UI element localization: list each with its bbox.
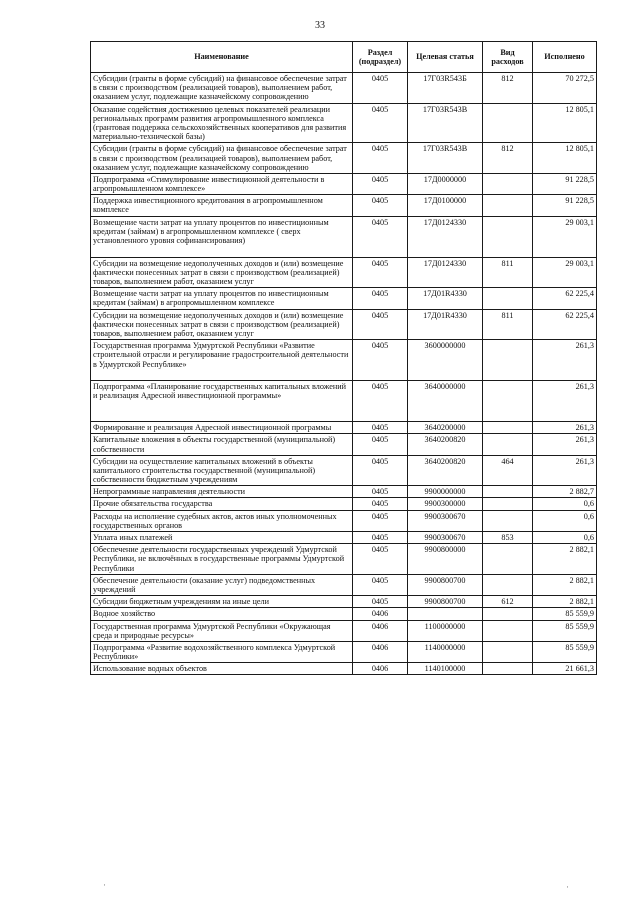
row-vid: [483, 103, 533, 143]
table-row: [91, 309, 597, 340]
row-section: 0405: [353, 340, 408, 381]
row-vid: 464: [483, 455, 533, 486]
row-value: 21 661,3: [533, 663, 597, 675]
row-vid: [483, 574, 533, 595]
row-vid: [483, 381, 533, 422]
table-row: [91, 381, 597, 422]
row-article: 17Г03R543Б: [408, 73, 483, 104]
row-article: 3640200820: [408, 455, 483, 486]
table-body: [91, 73, 597, 675]
row-article: 17Г03R543В: [408, 143, 483, 174]
row-vid: 612: [483, 596, 533, 608]
row-article: 17Г03R543В: [408, 103, 483, 143]
table-row: [91, 544, 597, 575]
row-article: 9900800000: [408, 544, 483, 575]
header-section: Раздел (подраздел): [353, 42, 408, 73]
table-header-row: [91, 42, 597, 73]
row-name: Капитальные вложения в объекты государственной (муниципальной) собственности: [91, 434, 353, 455]
row-value: 12 805,1: [533, 103, 597, 143]
row-article: 9900300000: [408, 498, 483, 510]
header-vid: Вид расходов: [483, 42, 533, 73]
row-section: 0405: [353, 173, 408, 194]
row-vid: [483, 195, 533, 216]
row-section: 0406: [353, 608, 408, 620]
row-value: 70 272,5: [533, 73, 597, 104]
row-article: 3640200820: [408, 434, 483, 455]
row-value: 85 559,9: [533, 608, 597, 620]
row-vid: 811: [483, 257, 533, 288]
row-section: 0405: [353, 498, 408, 510]
table-row: [91, 257, 597, 288]
table-row: [91, 486, 597, 498]
row-name: Субсидии бюджетным учреждениям на иные цели: [91, 596, 353, 608]
row-value: 2 882,1: [533, 596, 597, 608]
row-vid: [483, 641, 533, 662]
row-section: 0405: [353, 309, 408, 340]
row-name: Использование водных объектов: [91, 663, 353, 675]
row-article: 17Д0124330: [408, 216, 483, 257]
row-article: 9900300670: [408, 532, 483, 544]
row-section: 0405: [353, 103, 408, 143]
row-article: 1140000000: [408, 641, 483, 662]
table-row: [91, 532, 597, 544]
row-article: 9900800700: [408, 596, 483, 608]
table-row: [91, 574, 597, 595]
row-value: 261,3: [533, 422, 597, 434]
header-name: Наименование: [91, 42, 353, 73]
row-value: 85 559,9: [533, 620, 597, 641]
row-section: 0406: [353, 620, 408, 641]
row-value: 0,6: [533, 532, 597, 544]
row-vid: [483, 620, 533, 641]
row-vid: [483, 486, 533, 498]
table-row: [91, 596, 597, 608]
row-value: 2 882,1: [533, 574, 597, 595]
row-name: Оказание содействия достижению целевых показателей реализации региональных программ развития агропромышленного комплекса (грантовая поддержка сельскохозяйственных кооперативов для развития материально-технической базы): [91, 103, 353, 143]
table-row: [91, 510, 597, 531]
row-name: Непрограммные направления деятельности: [91, 486, 353, 498]
row-section: 0405: [353, 143, 408, 174]
row-section: 0406: [353, 641, 408, 662]
table-row: [91, 143, 597, 174]
row-value: 29 003,1: [533, 257, 597, 288]
table-row: [91, 663, 597, 675]
table-row: [91, 216, 597, 257]
row-article: 3640000000: [408, 381, 483, 422]
row-vid: [483, 340, 533, 381]
row-name: Поддержка инвестиционного кредитования в агропромышленном комплексе: [91, 195, 353, 216]
row-vid: [483, 498, 533, 510]
row-name: Обеспечение деятельности государственных учреждений Удмуртской Республики, не включённых в государственные программы Удмуртской Республики: [91, 544, 353, 575]
row-vid: [483, 510, 533, 531]
row-article: 9900800700: [408, 574, 483, 595]
row-section: 0405: [353, 288, 408, 309]
row-article: 9900000000: [408, 486, 483, 498]
row-name: Формирование и реализация Адресной инвестиционной программы: [91, 422, 353, 434]
row-article: 17Д0000000: [408, 173, 483, 194]
row-vid: [483, 544, 533, 575]
row-section: 0405: [353, 422, 408, 434]
row-article: 3600000000: [408, 340, 483, 381]
row-section: 0405: [353, 73, 408, 104]
header-article: Целевая статья: [408, 42, 483, 73]
row-value: 0,6: [533, 498, 597, 510]
row-name: Подпрограмма «Развитие водохозяйственного комплекса Удмуртской Республики»: [91, 641, 353, 662]
row-article: 17Д0100000: [408, 195, 483, 216]
row-vid: [483, 608, 533, 620]
row-article: [408, 608, 483, 620]
row-vid: [483, 173, 533, 194]
row-value: 261,3: [533, 455, 597, 486]
row-value: 91 228,5: [533, 195, 597, 216]
row-value: 85 559,9: [533, 641, 597, 662]
header-executed: Исполнено: [533, 42, 597, 73]
row-name: Расходы на исполнение судебных актов, актов иных уполномоченных государственных органов: [91, 510, 353, 531]
table-row: [91, 422, 597, 434]
row-article: 17Д0124330: [408, 257, 483, 288]
row-article: 1140100000: [408, 663, 483, 675]
table-row: [91, 195, 597, 216]
row-name: Возмещение части затрат на уплату процентов по инвестиционным кредитам (займам) в агропромышленном комплексе: [91, 288, 353, 309]
table-row: [91, 340, 597, 381]
row-vid: 812: [483, 73, 533, 104]
row-name: Обеспечение деятельности (оказание услуг) подведомственных учреждений: [91, 574, 353, 595]
row-article: 1100000000: [408, 620, 483, 641]
row-value: 0,6: [533, 510, 597, 531]
row-vid: 853: [483, 532, 533, 544]
row-value: 62 225,4: [533, 309, 597, 340]
row-vid: [483, 216, 533, 257]
table-row: [91, 434, 597, 455]
row-value: 62 225,4: [533, 288, 597, 309]
row-value: 2 882,7: [533, 486, 597, 498]
table-row: [91, 173, 597, 194]
row-section: 0405: [353, 532, 408, 544]
table-row: [91, 103, 597, 143]
row-name: Субсидии на возмещение недополученных доходов и (или) возмещение фактически понесенных затрат в связи с производством (реализацией) товаров, выполнением работ, оказанием услуг: [91, 309, 353, 340]
row-section: 0405: [353, 596, 408, 608]
row-section: 0405: [353, 574, 408, 595]
row-article: 3640200000: [408, 422, 483, 434]
row-value: 91 228,5: [533, 173, 597, 194]
row-name: Субсидии (гранты в форме субсидий) на финансовое обеспечение затрат в связи с производством (реализацией товаров), выполнением работ, оказанием услуг, подлежащие казначейскому сопровождению: [91, 143, 353, 174]
row-vid: [483, 663, 533, 675]
row-value: 12 805,1: [533, 143, 597, 174]
row-section: 0406: [353, 663, 408, 675]
budget-table: [90, 41, 597, 675]
row-section: 0405: [353, 434, 408, 455]
row-name: Водное хозяйство: [91, 608, 353, 620]
row-name: Возмещение части затрат на уплату процентов по инвестиционным кредитам (займам) в агропромышленном комплексе ( сверх установленного уровня софинансирования): [91, 216, 353, 257]
row-article: 17Д01R4330: [408, 309, 483, 340]
row-vid: 812: [483, 143, 533, 174]
row-value: 261,3: [533, 381, 597, 422]
row-vid: 811: [483, 309, 533, 340]
row-value: 261,3: [533, 340, 597, 381]
row-vid: [483, 434, 533, 455]
row-name: Уплата иных платежей: [91, 532, 353, 544]
page-number: 33: [315, 20, 325, 31]
table-row: [91, 455, 597, 486]
row-value: 2 882,1: [533, 544, 597, 575]
scan-mark: ·: [566, 882, 569, 892]
table-row: [91, 641, 597, 662]
table-row: [91, 620, 597, 641]
row-section: 0405: [353, 257, 408, 288]
row-name: Подпрограмма «Стимулирование инвестиционной деятельности в агропромышленном комплексе»: [91, 173, 353, 194]
row-name: Государственная программа Удмуртской Республики «Развитие строительной отрасли и регулирование градостроительной деятельности в Удмуртской Республике»: [91, 340, 353, 381]
row-name: Государственная программа Удмуртской Республики «Окружающая среда и природные ресурсы»: [91, 620, 353, 641]
row-section: 0405: [353, 381, 408, 422]
row-value: 261,3: [533, 434, 597, 455]
row-vid: [483, 288, 533, 309]
row-section: 0405: [353, 455, 408, 486]
row-value: 29 003,1: [533, 216, 597, 257]
row-name: Подпрограмма «Планирование государственных капитальных вложений и реализация Адресной инвестиционной программы»: [91, 381, 353, 422]
row-vid: [483, 422, 533, 434]
row-article: 9900300670: [408, 510, 483, 531]
scan-mark: ·: [103, 880, 106, 890]
table-row: [91, 288, 597, 309]
row-section: 0405: [353, 216, 408, 257]
table-row: [91, 498, 597, 510]
row-section: 0405: [353, 486, 408, 498]
row-name: Прочие обязательства государства: [91, 498, 353, 510]
row-name: Субсидии (гранты в форме субсидий) на финансовое обеспечение затрат в связи с производством (реализацией товаров), выполнением работ, оказанием услуг, подлежащие казначейскому сопровождению: [91, 73, 353, 104]
table-row: [91, 608, 597, 620]
row-section: 0405: [353, 195, 408, 216]
row-section: 0405: [353, 544, 408, 575]
table-row: [91, 73, 597, 104]
row-section: 0405: [353, 510, 408, 531]
row-article: 17Д01R4330: [408, 288, 483, 309]
row-name: Субсидии на осуществление капитальных вложений в объекты капитального строительства государственной (муниципальной) собственности бюджетным учреждениям: [91, 455, 353, 486]
row-name: Субсидии на возмещение недополученных доходов и (или) возмещение фактически понесенных затрат в связи с производством (реализацией) товаров, выполнением работ, оказанием услуг: [91, 257, 353, 288]
